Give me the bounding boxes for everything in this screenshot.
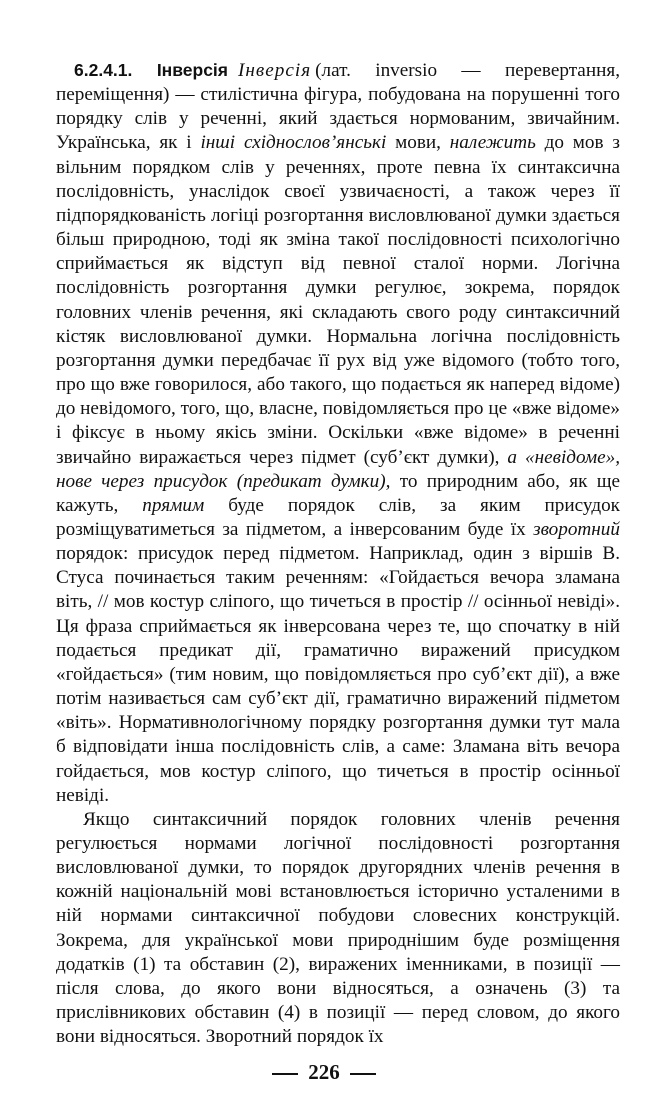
- p1-text-5: то природним або, як ще кажуть,: [56, 470, 620, 516]
- p1-italic-3: належить: [449, 132, 536, 154]
- p1-text-2: [235, 132, 244, 153]
- paragraph-1: [56, 58, 620, 808]
- p1-text-6: буде порядок слів, за яким присудок розміщуватиметься за підметом, а інверсованим буде їх: [56, 494, 620, 540]
- p1-text-7: порядок: присудок перед підметом. Наприклад, один з віршів В. Стуса починається таким реченням: «Гойдається вечора зламана віть, // мов костур сліпого, що тичеться в простір // осінньої невіді». Ця фраза сприймається як інверсована через те, що спочатку в ній подається предикат дії, граматично виражений присудком «гойдається» (тим новим, що повідомляється про суб’єкт дії), а вже потім називається сам суб’єкт дії, граматично виражений підметом «віть». Нормативнологічному порядку розгортання думки тут мала б відповідати інша послідовність слів, а саме: Зламана віть вечора гойдається, мов костур сліпого, що тичеться в простір осінньої невіді.: [56, 543, 620, 806]
- section-heading: 6.2.4.1. Інверсія: [74, 60, 229, 80]
- p1-italic-2: східнослов’янські: [243, 132, 387, 154]
- p1-text-1: (лат. inversio — перевертання, переміщення) — стилістична фігура, побудована на порушенні того порядку слів у реченні, який здається нормованим, звичайним. Українська, як і: [56, 60, 620, 154]
- folio-dash-left: [272, 1073, 298, 1075]
- folio-dash-right: [350, 1073, 376, 1075]
- p1-italic-1: інші: [200, 132, 236, 154]
- term-inversion: Інверсія: [238, 60, 312, 81]
- p1-text-3: мови,: [386, 132, 450, 154]
- p1-italic-6: зворотний: [533, 518, 620, 540]
- p1-italic-4: а «невідоме», нове через присудок (предикат думки),: [56, 446, 620, 492]
- page-number: [0, 1060, 648, 1085]
- paragraph-2: Якщо синтаксичний порядок головних членів речення регулюється нормами логічної послідовності розгортання висловлюваної думки, то порядок другорядних членів речення в кожній національній мові встановлюється історично усталеними в ній нормами синтаксичної побудови словесних конструкцій. Зокрема, для української мови природнішим буде розміщення додатків (1) та обставин (2), виражених іменниками, в позиції — після слова, до якого вони відносяться, а означень (3) та прислівникових обставин (4) в позиції — перед словом, до якого вони відносяться. Зворотний порядок їх: [56, 808, 620, 1048]
- p1-text-4: до мов з вільним порядком слів у реченнях, проте певна їх синтаксична послідовність, унаслідок своєї узвичаєності, а також через її підпорядкованість логіці розгортання висловлюваної думки здається більш природною, тоді як зміна такої послідовності психологічно сприймається як відступ від певної сталої норми. Логічна послідовність розгортання думки регулює, зокрема, порядок головних членів речення, які складають свого роду синтаксичний кістяк висловлюваної думки. Нормальна логічна послідовність розгортання думки передбачає її рух від уже відомого (тобто того, про що вже говорилося, або такого, що подається як наперед відоме) до невідомого, того, що, власне, повідомляється про це «вже відоме» і фіксує в ньому якісь зміни. Оскільки «вже відоме» в реченні звичайно виражається через підмет (суб’єкт думки),: [56, 132, 620, 468]
- page-body: [56, 58, 620, 1049]
- page-number-value: 226: [308, 1060, 340, 1084]
- p1-italic-5: прямим: [142, 494, 205, 516]
